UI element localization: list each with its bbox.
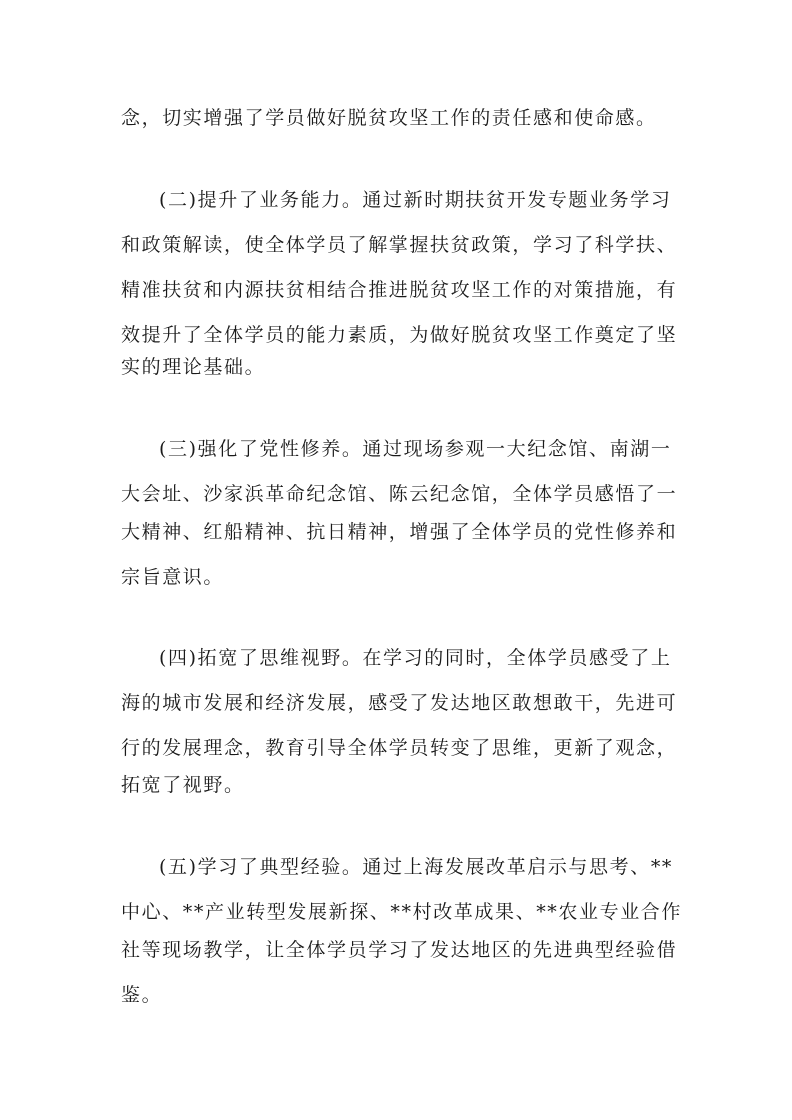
text-line: 大精神、红船精神、抗日精神，增强了全体学员的党性修养和 [121, 521, 678, 543]
text-line: 社等现场教学，让全体学员学习了发达地区的先进典型经验借 [121, 939, 678, 961]
section-heading-line: (五)学习了典型经验。通过上海发展改革启示与思考、** [159, 856, 674, 878]
text-line: 拓宽了视野。 [121, 774, 245, 796]
text-line: 实的理论基础。 [121, 356, 266, 378]
text-line: 大会址、沙家浜革命纪念馆、陈云纪念馆，全体学员感悟了一 [121, 483, 678, 505]
text-line: 效提升了全体学员的能力素质，为做好脱贫攻坚工作奠定了坚 [121, 324, 678, 346]
text-line: 念，切实增强了学员做好脱贫攻坚工作的责任感和使命感。 [121, 107, 657, 129]
text-line: 海的城市发展和经济发展，感受了发达地区敢想敢干，先进可 [121, 692, 678, 714]
section-heading-line: (二)提升了业务能力。通过新时期扶贫开发专题业务学习 [159, 189, 672, 211]
text-line: 和政策解读，使全体学员了解掌握扶贫政策，学习了科学扶、 [121, 234, 678, 256]
text-line: 精准扶贫和内源扶贫相结合推进脱贫攻坚工作的对策措施，有 [121, 279, 678, 301]
text-line: 行的发展理念，教育引导全体学员转变了思维，更新了观念， [121, 737, 678, 759]
text-line: 宗旨意识。 [121, 566, 225, 588]
section-heading-line: (四)拓宽了思维视野。在学习的同时，全体学员感受了上 [159, 647, 672, 669]
text-line: 鉴。 [121, 984, 163, 1006]
section-heading-line: (三)强化了党性修养。通过现场参观一大纪念馆、南湖一 [159, 438, 672, 460]
text-line: 中心、**产业转型发展新探、**村改革成果、**农业专业合作 [121, 901, 683, 923]
